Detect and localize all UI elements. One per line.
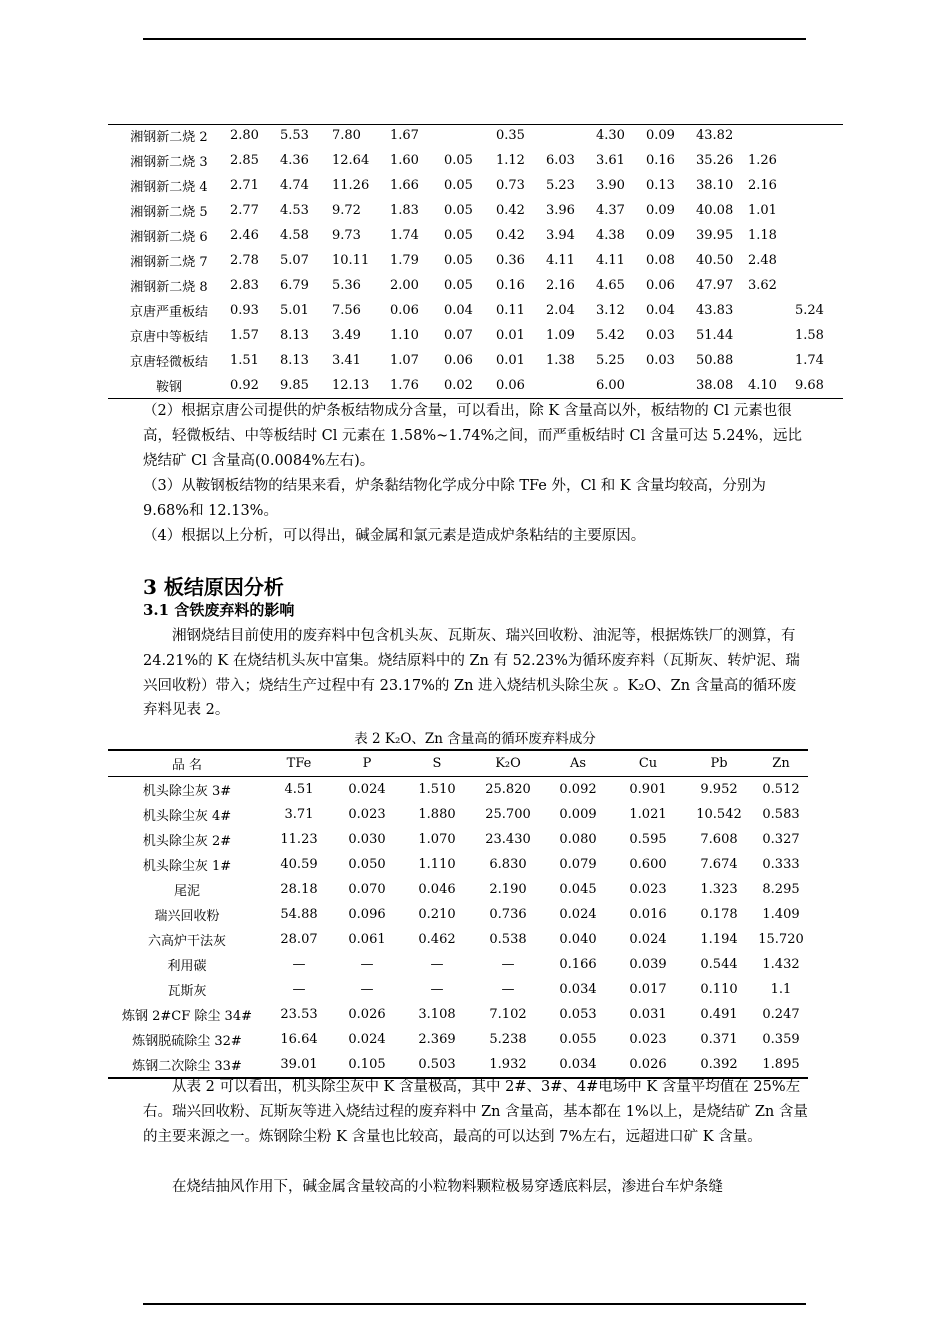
- table-cell: 2.85: [230, 153, 259, 168]
- table-row: [108, 223, 843, 248]
- table-cell: 0.046: [418, 882, 456, 897]
- row-label: 机头除尘灰 1#: [142, 859, 232, 874]
- table-cell: 0.538: [489, 932, 527, 947]
- table-cell: 3.61: [596, 153, 625, 168]
- table-cell: 4.74: [280, 178, 309, 193]
- table2-body: [108, 777, 808, 1079]
- table-cell: 38.08: [696, 378, 734, 393]
- table-row: [108, 877, 808, 902]
- table-cell: [795, 223, 843, 248]
- table-cell: 0.079: [559, 857, 597, 872]
- table-cell: 7.80: [332, 128, 361, 143]
- column-header: As: [544, 750, 612, 777]
- row-label: 炼钢 2#CF 除尘 34#: [122, 1009, 252, 1024]
- row-label: 尾泥: [173, 884, 200, 899]
- table-cell: 0.16: [646, 153, 675, 168]
- table-cell: 0.016: [629, 907, 667, 922]
- table-cell: 5.23: [546, 178, 575, 193]
- table-cell: 0.13: [646, 178, 675, 193]
- table-cell: 6.79: [280, 278, 309, 293]
- subsection-heading: 3.1 含铁废弃料的影响: [143, 601, 295, 619]
- table-cell: 11.26: [332, 178, 370, 193]
- table-cell: [546, 373, 596, 398]
- table-cell: 0.16: [496, 278, 525, 293]
- table-cell: 2.190: [489, 882, 527, 897]
- table-cell: 0.36: [496, 253, 525, 268]
- table-cell: 1.58: [795, 328, 824, 343]
- table-cell: 1.76: [390, 378, 419, 393]
- table-cell: 8.13: [280, 328, 309, 343]
- table-cell: 0.023: [629, 882, 667, 897]
- table-cell: 6.00: [596, 378, 625, 393]
- table-cell: —: [292, 982, 306, 997]
- table-cell: 43.82: [696, 128, 734, 143]
- column-header: K₂O: [472, 750, 544, 777]
- table-cell: 0.359: [762, 1032, 800, 1047]
- row-label: 京唐严重板结: [129, 305, 208, 320]
- table-cell: 0.01: [496, 353, 525, 368]
- table-cell: 0.045: [559, 882, 597, 897]
- row-label: 机头除尘灰 2#: [142, 834, 232, 849]
- table-cell: 0.01: [496, 328, 525, 343]
- table-cell: 6.03: [546, 153, 575, 168]
- table-cell: 0.93: [230, 303, 259, 318]
- table-cell: 0.070: [348, 882, 386, 897]
- table-cell: 0.034: [559, 982, 597, 997]
- table-row: [108, 298, 843, 323]
- row-label: 瑞兴回收粉: [154, 909, 220, 924]
- table-cell: 4.58: [280, 228, 309, 243]
- table-cell: 0.05: [444, 178, 473, 193]
- paragraph-5: 湘钢烧结目前使用的废弃料中包含机头灰、瓦斯灰、瑞兴回收粉、油泥等，根据炼铁厂的测算，有 24.21%的 K 在烧结机头灰中富集。烧结原料中的 Zn 有 52.23%为循环废弃料（瓦斯灰、转炉泥、瑞兴回收粉）带入；烧结生产过程中有 23.17%的 Zn 进入烧结机头除尘灰 。K₂O、Zn 含量高的循环废弃料见表 2。: [143, 628, 800, 719]
- paragraph-6: 从表 2 可以看出，机头除尘灰中 K 含量极高，其中 2#、3#、4#电场中 K 含量平均值在 25%左右。瑞兴回收粉、瓦斯灰等进入烧结过程的废弃料中 Zn 含量高，基本都在 1%以上，是烧结矿 Zn 含量的主要来源之一。炼钢除尘粉 K 含量也比较高，最高的可以达到 7%左右，远超进口矿 K 含量。: [143, 1079, 808, 1145]
- table-cell: 2.369: [418, 1032, 456, 1047]
- table-cell: 1.12: [496, 153, 525, 168]
- table-cell: 0.07: [444, 328, 473, 343]
- table-cell: [546, 123, 596, 148]
- table-cell: 16.64: [280, 1032, 318, 1047]
- table-row: [108, 902, 808, 927]
- row-label: 机头除尘灰 4#: [142, 809, 232, 824]
- table-cell: 1.432: [762, 957, 800, 972]
- table-cell: 9.952: [700, 782, 738, 797]
- paragraph-7: 在烧结抽风作用下，碱金属含量较高的小粒物料颗粒极易穿透底料层，渗进台车炉条缝: [172, 1179, 723, 1195]
- table-row: [108, 777, 808, 803]
- table-cell: 0.092: [559, 782, 597, 797]
- row-label: 六高炉干法灰: [147, 934, 226, 949]
- paragraph-4: （4）根据以上分析，可以得出，碱金属和氯元素是造成炉条粘结的主要原因。: [143, 528, 646, 544]
- table-cell: 12.64: [332, 153, 370, 168]
- row-label: 利用碳: [167, 959, 207, 974]
- table-cell: 3.71: [284, 807, 314, 822]
- table-cell: 5.01: [280, 303, 309, 318]
- row-label: 机头除尘灰 3#: [142, 784, 232, 799]
- table-cell: 3.12: [596, 303, 625, 318]
- row-label: 湘钢新二烧 8: [130, 280, 208, 295]
- table-cell: 2.48: [748, 253, 777, 268]
- table-cell: 0.583: [762, 807, 800, 822]
- table-cell: 1.07: [390, 353, 419, 368]
- table-cell: 0.040: [559, 932, 597, 947]
- table-cell: 51.44: [696, 328, 734, 343]
- table-cell: 1.79: [390, 253, 419, 268]
- table-cell: 0.491: [700, 1007, 738, 1022]
- table-cell: [795, 248, 843, 273]
- table-cell: 1.880: [418, 807, 456, 822]
- table-cell: —: [501, 982, 515, 997]
- table-cell: 7.674: [700, 857, 738, 872]
- table-cell: 0.503: [402, 1052, 472, 1078]
- table-cell: 0.327: [762, 832, 800, 847]
- table-cell: 1.09: [546, 328, 575, 343]
- table-cell: 2.16: [546, 278, 575, 293]
- table-cell: 38.10: [696, 178, 734, 193]
- table-cell: 0.055: [559, 1032, 597, 1047]
- table-cell: 1.51: [230, 353, 259, 368]
- table-cell: 0.023: [348, 807, 386, 822]
- table1-body: [108, 123, 843, 398]
- row-label: 京唐轻微板结: [129, 355, 208, 370]
- table-cell: 0.736: [489, 907, 527, 922]
- table-cell: 0.105: [332, 1052, 402, 1078]
- table-cell: 0.05: [444, 203, 473, 218]
- table-cell: 1.1: [770, 982, 792, 997]
- table-cell: 0.35: [496, 128, 525, 143]
- table-cell: 1.323: [700, 882, 738, 897]
- table-cell: 9.72: [332, 203, 361, 218]
- table-cell: [748, 323, 795, 348]
- table-cell: 0.42: [496, 228, 525, 243]
- table-cell: 0.73: [496, 178, 525, 193]
- table-cell: 23.53: [280, 1007, 318, 1022]
- table-cell: 1.021: [629, 807, 667, 822]
- table-cell: 0.09: [646, 128, 675, 143]
- table-cell: 5.24: [795, 303, 824, 318]
- table-cell: —: [360, 957, 374, 972]
- table-cell: 10.542: [696, 807, 742, 822]
- table-cell: 1.83: [390, 203, 419, 218]
- table-cell: 1.57: [230, 328, 259, 343]
- table-row: [108, 927, 808, 952]
- table-cell: 43.83: [696, 303, 734, 318]
- table-cell: 1.01: [748, 203, 777, 218]
- table-cell: 8.295: [762, 882, 800, 897]
- footer-rule: [143, 1303, 806, 1305]
- table-cell: 0.017: [629, 982, 667, 997]
- table-cell: 1.60: [390, 153, 419, 168]
- table-cell: 0.247: [762, 1007, 800, 1022]
- table-cell: 0.030: [348, 832, 386, 847]
- header-rule: [143, 38, 806, 40]
- table-cell: 0.024: [559, 907, 597, 922]
- table-cell: 0.039: [629, 957, 667, 972]
- table-cell: 2.77: [230, 203, 259, 218]
- table-cell: 1.74: [390, 228, 419, 243]
- table-cell: —: [430, 957, 444, 972]
- table-row: [108, 248, 843, 273]
- table-cell: 25.700: [485, 807, 531, 822]
- table-cell: 0.080: [559, 832, 597, 847]
- table-cell: 35.26: [696, 153, 734, 168]
- table-cell: 4.36: [280, 153, 309, 168]
- table-cell: 0.03: [646, 328, 675, 343]
- table-cell: 0.05: [444, 253, 473, 268]
- row-label: 湘钢新二烧 2: [130, 130, 208, 145]
- table-cell: 3.41: [332, 353, 361, 368]
- table-row: [108, 827, 808, 852]
- row-label: 湘钢新二烧 3: [130, 155, 208, 170]
- column-header: TFe: [266, 750, 332, 777]
- table-cell: 40.08: [696, 203, 734, 218]
- table-cell: 4.10: [748, 378, 777, 393]
- table-cell: 39.01: [266, 1052, 332, 1078]
- row-label: 鞍钢: [155, 380, 182, 395]
- table-cell: 0.06: [444, 353, 473, 368]
- table-cell: 0.061: [348, 932, 386, 947]
- table-cell: 0.034: [544, 1052, 612, 1078]
- table-cell: 1.110: [418, 857, 456, 872]
- table-cell: 0.06: [646, 278, 675, 293]
- table-cell: [748, 348, 795, 373]
- row-label: 京唐中等板结: [129, 330, 208, 345]
- paragraph-3: （3）从鞍钢板结物的结果来看，炉条黏结物化学成分中除 TFe 外，Cl 和 K 含量均较高，分别为 9.68%和 12.13%。: [143, 478, 766, 519]
- table-cell: 23.430: [485, 832, 531, 847]
- table-cell: [444, 123, 496, 148]
- table-cell: 4.53: [280, 203, 309, 218]
- table-cell: 1.38: [546, 353, 575, 368]
- table-cell: 0.053: [559, 1007, 597, 1022]
- table-cell: 5.238: [489, 1032, 527, 1047]
- table-cell: 1.070: [418, 832, 456, 847]
- table-cell: 0.024: [629, 932, 667, 947]
- table-cell: 0.023: [629, 1032, 667, 1047]
- table-cell: 3.49: [332, 328, 361, 343]
- table-cell: —: [360, 982, 374, 997]
- table-cell: 2.46: [230, 228, 259, 243]
- table-cell: 9.85: [280, 378, 309, 393]
- table-cell: 0.600: [629, 857, 667, 872]
- table-cell: 28.18: [280, 882, 318, 897]
- table-cell: [646, 373, 696, 398]
- table-cell: 40.50: [696, 253, 734, 268]
- table-cell: 0.05: [444, 228, 473, 243]
- table-row: [108, 198, 843, 223]
- row-label: 炼钢脱硫除尘 32#: [132, 1034, 242, 1049]
- table-cell: 0.031: [629, 1007, 667, 1022]
- table-row: [108, 123, 843, 148]
- table-row: [108, 173, 843, 198]
- table-row: [108, 323, 843, 348]
- table-cell: [748, 298, 795, 323]
- row-label: 湘钢新二烧 6: [130, 230, 208, 245]
- table-cell: 0.06: [496, 378, 525, 393]
- table-cell: 0.026: [612, 1052, 684, 1078]
- table-cell: 1.409: [762, 907, 800, 922]
- column-header: Cu: [612, 750, 684, 777]
- table-cell: 3.90: [596, 178, 625, 193]
- column-header: Zn: [754, 750, 808, 777]
- table-cell: 0.096: [348, 907, 386, 922]
- table2: [108, 749, 808, 1079]
- table-cell: 15.720: [758, 932, 804, 947]
- table-row: [108, 952, 808, 977]
- table-row: [108, 1027, 808, 1052]
- table-cell: 2.80: [230, 128, 259, 143]
- table-cell: 0.42: [496, 203, 525, 218]
- table-cell: 4.37: [596, 203, 625, 218]
- table-cell: 0.024: [348, 782, 386, 797]
- column-header: 品 名: [108, 750, 266, 777]
- table-row: [108, 373, 843, 398]
- table2-header-row: [108, 750, 808, 777]
- table-cell: 0.02: [444, 378, 473, 393]
- table-cell: 2.71: [230, 178, 259, 193]
- table-cell: 7.102: [489, 1007, 527, 1022]
- table-cell: 0.110: [700, 982, 738, 997]
- table-cell: 3.94: [546, 228, 575, 243]
- table-cell: 0.08: [646, 253, 675, 268]
- table-cell: 4.38: [596, 228, 625, 243]
- table-cell: 0.05: [444, 153, 473, 168]
- row-label: 湘钢新二烧 7: [130, 255, 208, 270]
- table-cell: 0.06: [390, 303, 419, 318]
- table-row: [108, 977, 808, 1002]
- table-cell: 1.67: [390, 128, 419, 143]
- table-cell: 1.10: [390, 328, 419, 343]
- table-row: [108, 148, 843, 173]
- table-cell: 3.108: [418, 1007, 456, 1022]
- table-cell: 2.04: [546, 303, 575, 318]
- table-cell: 0.09: [646, 228, 675, 243]
- column-header: Pb: [684, 750, 754, 777]
- row-label: 湘钢新二烧 4: [130, 180, 208, 195]
- table-cell: 0.04: [646, 303, 675, 318]
- table-cell: 0.050: [348, 857, 386, 872]
- table-cell: [795, 123, 843, 148]
- table-row: [108, 802, 808, 827]
- table-cell: —: [292, 957, 306, 972]
- table-cell: 4.30: [596, 128, 625, 143]
- row-label: 瓦斯灰: [167, 984, 207, 999]
- table-cell: 1.66: [390, 178, 419, 193]
- table-cell: [795, 148, 843, 173]
- table-row: [108, 273, 843, 298]
- table-cell: 1.18: [748, 228, 777, 243]
- table-cell: 1.26: [748, 153, 777, 168]
- column-header: P: [332, 750, 402, 777]
- table-row: [108, 1002, 808, 1027]
- table-cell: 4.51: [284, 782, 314, 797]
- table-cell: —: [430, 982, 444, 997]
- table-cell: 6.830: [489, 857, 527, 872]
- table-cell: 50.88: [696, 353, 734, 368]
- table-cell: 8.13: [280, 353, 309, 368]
- table-cell: 1.932: [472, 1052, 544, 1078]
- table-cell: 1.895: [754, 1052, 808, 1078]
- table-cell: 0.178: [700, 907, 738, 922]
- table-cell: 47.97: [696, 278, 734, 293]
- table-cell: 0.512: [762, 782, 800, 797]
- table-cell: 4.11: [546, 253, 575, 268]
- table-cell: 7.56: [332, 303, 361, 318]
- section-heading: 3 板结原因分析: [143, 575, 284, 599]
- table-cell: 0.024: [348, 1032, 386, 1047]
- table-cell: 1.74: [795, 353, 824, 368]
- table-cell: 1.194: [700, 932, 738, 947]
- table-cell: 1.510: [418, 782, 456, 797]
- table-cell: 11.23: [280, 832, 318, 847]
- table-row: [108, 852, 808, 877]
- table-cell: 0.166: [559, 957, 597, 972]
- table-cell: 5.07: [280, 253, 309, 268]
- table-cell: 0.462: [418, 932, 456, 947]
- table-cell: 7.608: [700, 832, 738, 847]
- table-cell: 0.371: [700, 1032, 738, 1047]
- table-cell: 25.820: [485, 782, 531, 797]
- table-cell: 0.544: [700, 957, 738, 972]
- table-cell: 2.83: [230, 278, 259, 293]
- table-cell: 28.07: [280, 932, 318, 947]
- table-cell: 40.59: [280, 857, 318, 872]
- table-cell: 12.13: [332, 378, 370, 393]
- table-cell: 0.03: [646, 353, 675, 368]
- table-cell: [795, 273, 843, 298]
- table-cell: 0.210: [418, 907, 456, 922]
- paragraph-2: （2）根据京唐公司提供的炉条板结物成分含量，可以看出，除 K 含量高以外，板结物的 Cl 元素也很高，轻微板结、中等板结时 Cl 元素在 1.58%~1.74%之间，而严重板结时 Cl 含量可达 5.24%，远比烧结矿 Cl 含量高(0.0084%左右)。: [143, 403, 802, 469]
- table-cell: 2.00: [390, 278, 419, 293]
- table-cell: —: [501, 957, 515, 972]
- table-cell: 2.78: [230, 253, 259, 268]
- table-cell: 54.88: [280, 907, 318, 922]
- table-cell: 2.16: [748, 178, 777, 193]
- table-cell: 0.392: [684, 1052, 754, 1078]
- table-cell: 0.04: [444, 303, 473, 318]
- table-cell: [795, 198, 843, 223]
- table-cell: [795, 173, 843, 198]
- table-cell: 0.11: [496, 303, 525, 318]
- row-label: 湘钢新二烧 5: [130, 205, 208, 220]
- table-cell: 3.62: [748, 278, 777, 293]
- table-cell: 0.333: [762, 857, 800, 872]
- table-cell: 0.009: [559, 807, 597, 822]
- table2-caption: 表 2 K₂O、Zn 含量高的循环废弃料成分: [354, 731, 596, 747]
- table-cell: 4.65: [596, 278, 625, 293]
- table-cell: 10.11: [332, 253, 370, 268]
- table-cell: 39.95: [696, 228, 734, 243]
- table-cell: 0.05: [444, 278, 473, 293]
- table1-continued: [108, 123, 843, 398]
- row-label: 炼钢二次除尘 33#: [108, 1052, 266, 1078]
- table-cell: 5.36: [332, 278, 361, 293]
- table-cell: 5.25: [596, 353, 625, 368]
- table-cell: 0.09: [646, 203, 675, 218]
- table-cell: 9.73: [332, 228, 361, 243]
- table-cell: 0.92: [230, 378, 259, 393]
- table-cell: 9.68: [795, 378, 824, 393]
- table-cell: 5.42: [596, 328, 625, 343]
- table-row: [108, 348, 843, 373]
- table-cell: 3.96: [546, 203, 575, 218]
- table-cell: 0.901: [629, 782, 667, 797]
- column-header: S: [402, 750, 472, 777]
- table-cell: 0.026: [348, 1007, 386, 1022]
- table-cell: 4.11: [596, 253, 625, 268]
- table-cell: 0.595: [629, 832, 667, 847]
- table-cell: 5.53: [280, 128, 309, 143]
- table-cell: [748, 123, 795, 148]
